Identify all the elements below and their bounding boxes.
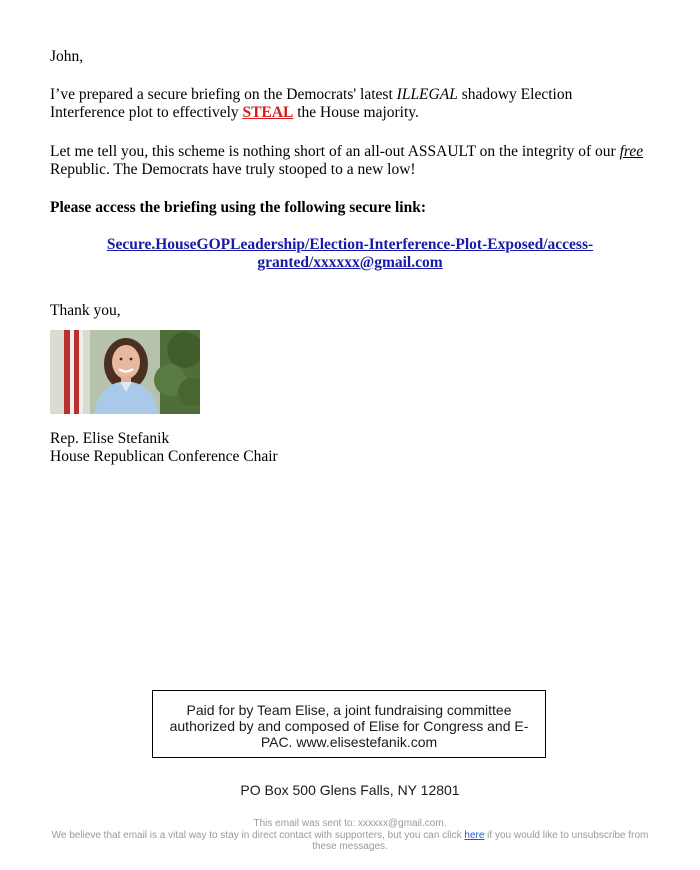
paragraph-briefing-text-2: shadowy Election Interference plot to effectively [50,86,573,121]
portrait-image [50,330,200,414]
unsubscribe-link[interactable]: here [464,829,485,841]
closing: Thank you, [50,302,121,319]
unsubscribe-text-1: We believe that email is a vital way to stay in direct contact with supporters, but you can click [51,829,465,841]
signature-name: Rep. Elise Stefanik [50,430,170,447]
signature-photo [50,330,200,414]
secure-link-container [50,236,650,272]
paid-for-disclaimer: Paid for by Team Elise, a joint fundraising committee authorized by and composed of Elise for Congress and E-PAC. www.elisestefanik.com [152,690,546,758]
greeting: John, [50,48,84,65]
paragraph-assault-text-1: Let me tell you, this scheme is nothing short of an all-out ASSAULT on the integrity of our [50,143,620,160]
sent-to-notice: This email was sent to: xxxxxx@gmail.com. [253,818,447,829]
fine-print [40,818,660,853]
signature-title: House Republican Conference Chair [50,448,278,465]
secure-briefing-link[interactable]: Secure.HouseGOPLeadership/Election-Interference-Plot-Exposed/access-granted/xxxxxx@gmail.com [106,236,594,271]
call-to-action: Please access the briefing using the following secure link: [50,199,426,216]
mailing-address: PO Box 500 Glens Falls, NY 12801 [240,782,460,798]
steal-emphasis: STEAL [242,104,294,121]
illegal-emphasis: ILLEGAL [396,86,458,103]
paragraph-assault-text-2: Republic. The Democrats have truly stooped to a new low! [50,161,416,178]
paragraph-briefing-text-3: the House majority. [293,104,419,121]
unsubscribe-text-2: if you would like to unsubscribe from these messages. [312,829,649,852]
paragraph-assault [50,143,650,179]
signature [50,430,278,466]
paragraph-briefing [50,86,640,122]
unsubscribe-notice [40,830,660,853]
paragraph-briefing-text-1: I’ve prepared a secure briefing on the Democrats' latest [50,86,397,103]
free-emphasis: free [619,143,644,160]
